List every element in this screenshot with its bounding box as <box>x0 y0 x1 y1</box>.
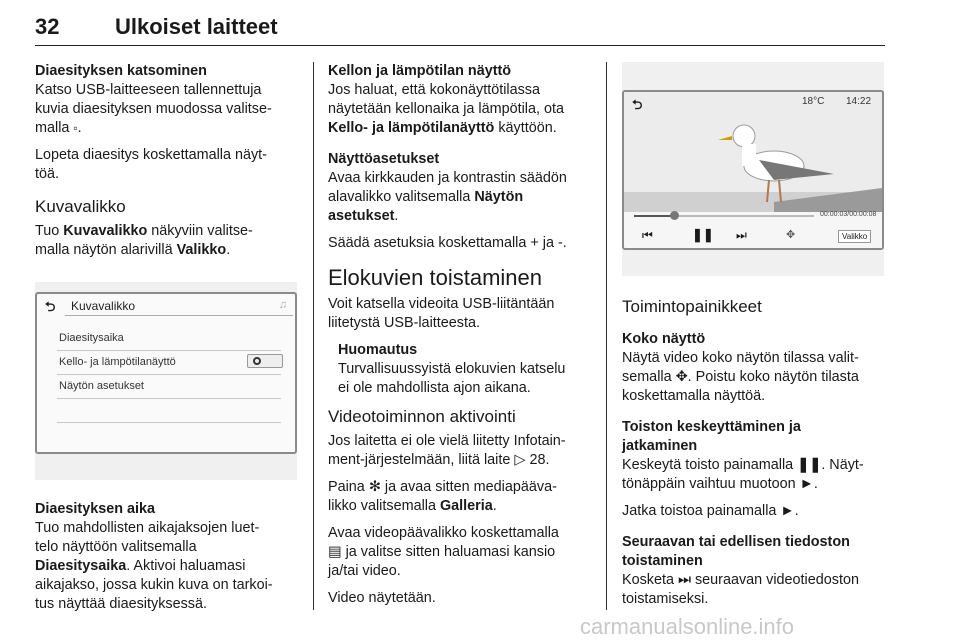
watermark: carmanualsonline.info <box>580 614 795 639</box>
heading-pause: Toiston keskeyttäminen ja jatkaminen <box>622 419 801 454</box>
pause-icon: ❚❚ <box>797 457 822 473</box>
heading-slideshow-time: Diaesityksen aika <box>35 501 156 517</box>
paragraph: Säädä asetuksia koskettamalla + ja -. <box>328 235 567 251</box>
paragraph: Avaa videopäävalikko koskettamalla ▤ ja valitse sitten haluamasi kansio ja/tai video. <box>328 525 559 579</box>
menu-button[interactable]: Valikko <box>838 230 871 243</box>
menu-item-slideshow-time[interactable]: Diaesitysaika <box>59 332 124 344</box>
pause-icon[interactable]: ❚❚ <box>692 227 714 242</box>
heading-clock: Kellon ja lämpötilan näyttö <box>328 63 512 79</box>
fullscreen-icon[interactable]: ✥ <box>786 229 796 241</box>
back-icon[interactable]: ⮌ <box>632 97 643 112</box>
reference-arrow-icon: ▷ <box>514 452 526 468</box>
back-icon: ⮌ <box>45 299 56 314</box>
heading-activate: Videotoiminnon aktivointi <box>328 407 516 426</box>
column-1 <box>35 62 297 260</box>
heading-functions: Toimintopainikkeet <box>622 297 762 316</box>
column-3 <box>622 296 890 609</box>
seagull-image <box>624 92 882 248</box>
heading-menu: Kuvavalikko <box>35 197 126 216</box>
paragraph: Avaa kirkkauden ja kontrastin säädön alavalikko valitsemalla Näytön asetukset. <box>328 170 567 224</box>
clock-readout: 14:22 <box>846 96 872 107</box>
progress-track[interactable] <box>634 215 814 217</box>
temperature-readout: 18°C <box>802 96 825 107</box>
screen-title: Kuvavalikko <box>71 299 136 313</box>
page-header <box>35 10 885 46</box>
fullscreen-icon: ✥ <box>675 369 688 385</box>
heading-display: Näyttöasetukset <box>328 151 440 167</box>
paragraph: Tuo mahdollisten aikajaksojen luet- telo näyttöön valitsemalla Diaesitysaika. Aktivoi haluamasi aikajakso, jossa kukin kuva on tarkoi- tus näyttää diaesityksessä. <box>35 520 273 612</box>
paragraph: Jos haluat, että kokonäyttötilassa näytetään kellonaika ja lämpötila, ota Kello- ja lämpötilanäyttö käyttöön. <box>328 82 564 136</box>
column-2 <box>328 62 596 608</box>
paragraph: Kosketa ⏭ seuraavan videotiedoston toistamiseksi. <box>622 572 859 607</box>
slideshow-icon: ▫ <box>73 121 78 135</box>
paragraph: Katso USB-laitteeseen tallennettuja kuvia diaesityksen muodossa valitse- malla ▫. <box>35 82 272 136</box>
heading-movies: Elokuvien toistaminen <box>328 265 543 290</box>
menu-item-display-settings[interactable]: Näytön asetukset <box>59 380 144 392</box>
toggle-switch[interactable] <box>247 354 283 368</box>
play-icon: ► <box>780 503 795 519</box>
menu-item-clock-temp[interactable]: Kello- ja lämpötilanäyttö <box>59 356 176 368</box>
heading-next: Seuraavan tai edellisen tiedoston toistaminen <box>622 534 850 569</box>
next-icon[interactable]: ⏭ <box>736 228 747 242</box>
page-number: 32 <box>35 14 60 39</box>
paragraph: Keskeytä toisto painamalla ❚❚. Näyt- tönäppäin vaihtuu muotoon ►. <box>622 457 864 492</box>
menu-screenshot <box>35 282 297 480</box>
heading-fullscreen: Koko näyttö <box>622 331 706 347</box>
column-divider <box>606 62 607 610</box>
progress-time: 00:00:03/00:00:08 <box>820 211 877 218</box>
video-player-screenshot <box>622 62 884 276</box>
next-icon: ⏭ <box>678 572 691 588</box>
note-box: Huomautus Turvallisuussyistä elokuvien katselu ei ole mahdollista ajon aikana. <box>338 342 566 396</box>
progress-fill <box>634 215 674 217</box>
paragraph: Tuo Kuvavalikko näkyviin valitse- malla näytön alarivillä Valikko. <box>35 223 253 258</box>
column-1-bottom <box>35 500 297 614</box>
paragraph: Lopeta diaesitys koskettamalla näyt- töä. <box>35 147 267 182</box>
heading-slideshow: Diaesityksen katsominen <box>35 63 207 79</box>
progress-handle[interactable] <box>670 211 679 220</box>
paragraph: Jos laitetta ei ole vielä liitetty Infotain- ment-järjestelmään, liitä laite ▷ 28. <box>328 433 566 468</box>
paragraph: Video näytetään. <box>328 590 436 606</box>
paragraph: Voit katsella videoita USB-liitäntään liitetystä USB-laitteesta. <box>328 296 555 331</box>
paragraph: Jatka toistoa painamalla ►. <box>622 503 799 519</box>
play-icon: ► <box>799 476 814 492</box>
previous-icon[interactable]: ⏮ <box>642 228 653 242</box>
column-divider <box>313 62 314 610</box>
video-menu-icon: ▤ <box>328 544 342 560</box>
paragraph: Paina ✻ ja avaa sitten mediapääva- likko valitsemalla Galleria. <box>328 479 557 514</box>
home-icon: ✻ <box>368 479 381 495</box>
music-icon: ♫ <box>278 299 287 311</box>
paragraph: Näytä video koko näytön tilassa valit- semalla ✥. Poistu koko näytön tilasta koskettamalla näyttöä. <box>622 350 859 404</box>
page-title: Ulkoiset laitteet <box>115 14 278 39</box>
